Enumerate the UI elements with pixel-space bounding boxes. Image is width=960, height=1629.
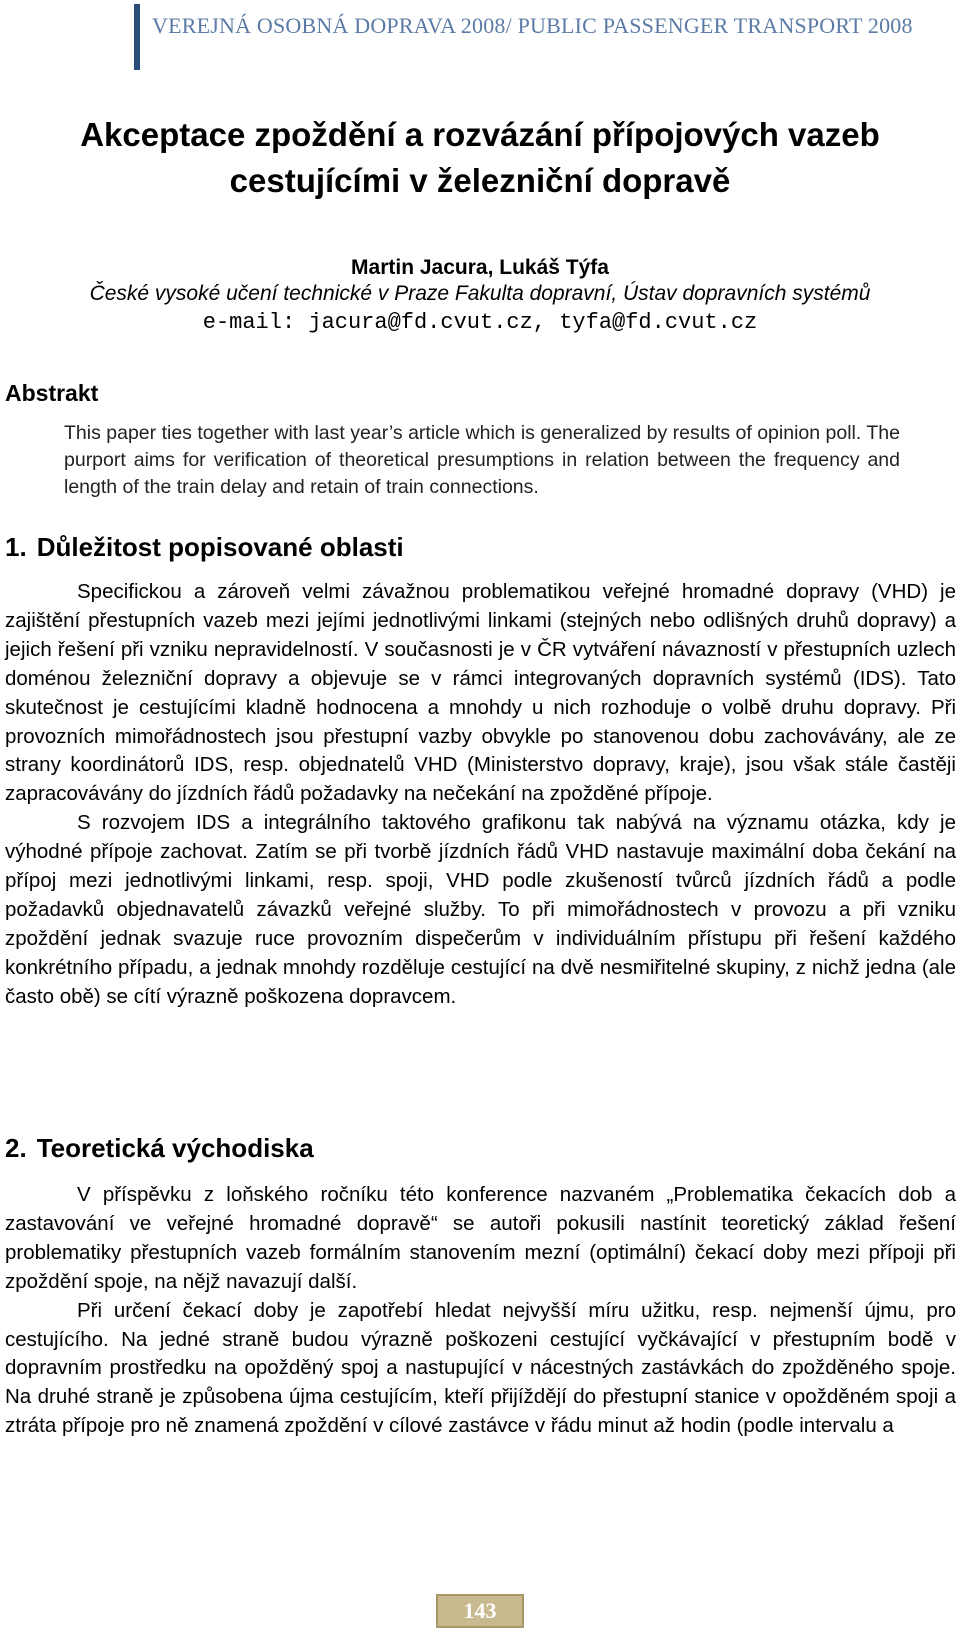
page-number-badge: 143 bbox=[436, 1594, 524, 1628]
email-line: e-mail: jacura@fd.cvut.cz, tyfa@fd.cvut.cz bbox=[202, 310, 758, 335]
affiliation: České vysoké učení technické v Praze Fakulta dopravní, Ústav dopravních systémů bbox=[89, 282, 871, 305]
running-header bbox=[134, 4, 913, 70]
section-1-body bbox=[5, 578, 956, 1012]
paper-title bbox=[0, 112, 960, 204]
abstract-text: This paper ties together with last year’s article which is generalized by results of opinion poll. The purport aims for verification of theoretical presumptions in relation between the frequency and length of the train delay and retain of train connections. bbox=[64, 422, 900, 498]
section-2-body bbox=[5, 1181, 956, 1441]
section-2-title: Teoretická východiska bbox=[36, 1133, 314, 1163]
section-2-paragraph-1: V příspěvku z loňského ročníku této konference nazvaném „Problematika čekacích dob a zastavování ve veřejné hromadné dopravě“ se autoři pokusili nastínit teoretický základ řešení problematiky přestupních vazeb formálním stanovením mezní (optimální) čekací doby mezi přípoji při zpoždění spoje, na nějž navazují další. bbox=[5, 1183, 956, 1293]
section-2-heading bbox=[5, 1133, 314, 1164]
section-1-paragraph-1: Specifickou a zároveň velmi závažnou problematikou veřejné hromadné dopravy (VHD) je zajištění přestupních vazeb mezi jejími jednotlivými linkami (stejných nebo odlišných druhů dopravy) a jejich řešení při vzniku nepravidelností. V současnosti je v ČR vytváření návazností v přestupních uzlech doménou železniční dopravy a objevuje se v rámci integrovaných dopravních systémů (IDS). Tato skutečnost je cestujícími kladně hodnocena a mnohdy u nich rozhoduje o volbě druhu dopravy. Při provozních mimořádnostech jsou přestupní vazby obvykle po stanovenou dobu zachovávány, ale ze strany koordinátorů IDS, resp. objednatelů VHD (Ministerstvo dopravy, kraje), jsou však stále častěji zapracovávány do jízdních řádů požadavky na nečekání na zpožděné přípoje. bbox=[5, 580, 956, 806]
section-2-paragraph-2: Při určení čekací doby je zapotřebí hledat nejvyšší míru užitku, resp. nejmenší újmu, pro cestujícího. Na jedné straně budou výrazně poškozeni cestující vyčkávající v přestupním bodě v dopravním prostředku na opožděný spoj a nastupující v nácestných zastávkách do zpožděného spoje. Na druhé straně je způsobena újma cestujícím, kteří přijíždějí do přestupní stanice v opožděném spoji a ztráta přípoje pro ně znamená zpoždění v cílové zastávce v řádu minut až hodin (podle intervalu a bbox=[5, 1298, 956, 1438]
section-2-number: 2. bbox=[5, 1133, 27, 1163]
running-header-text: VEREJNÁ OSOBNÁ DOPRAVA 2008/ PUBLIC PASSENGER TRANSPORT 2008 bbox=[152, 13, 913, 38]
section-1-paragraph-2: S rozvojem IDS a integrálního taktového grafikonu tak nabývá na významu otázka, kdy je výhodné přípoje zachovat. Zatím se při tvorbě jízdních řádů VHD nastavuje maximální doba čekání na přípoj mezi jednotlivými linkami, resp. spoji, VHD podle zkušeností tvůrců jízdních řádů a podle požadavků objednavatelů závazků veřejné služby. To při mimořádnostech v provozu a při vzniku zpoždění jednak svazuje ruce provozním dispečerům v individuálním přístupu při řešení každého konkrétního případu, a jednak mnohdy rozděluje cestující na dvě nesmiřitelné skupiny, z nichž jedna (ale často obě) se cítí výrazně poškozena dopravcem. bbox=[5, 811, 956, 1008]
authors: Martin Jacura, Lukáš Týfa bbox=[351, 256, 609, 279]
section-1-title: Důležitost popisované oblasti bbox=[36, 532, 404, 562]
section-1-heading bbox=[5, 532, 404, 563]
abstract-heading: Abstrakt bbox=[5, 380, 99, 406]
section-1-number: 1. bbox=[5, 532, 27, 562]
paper-title-line-2: cestujícími v železniční dopravě bbox=[229, 162, 731, 199]
paper-title-line-1: Akceptace zpoždění a rozvázání přípojových vazeb bbox=[80, 116, 880, 153]
